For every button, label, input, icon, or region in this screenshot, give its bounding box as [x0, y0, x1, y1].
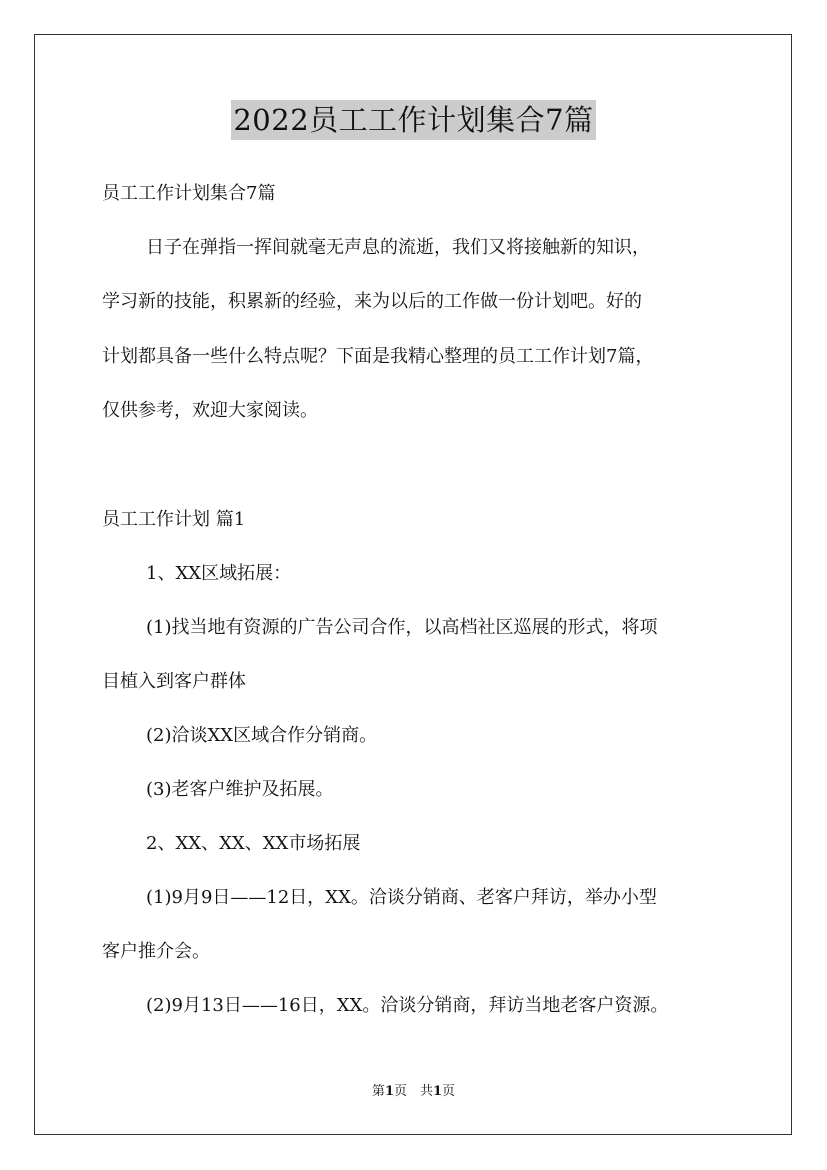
paragraph-line: 仅供参考，欢迎大家阅读。 — [102, 400, 318, 421]
paragraph-line: 学习新的技能，积累新的经验，来为以后的工作做一份计划吧。好的 — [102, 291, 642, 312]
list-item-continued: 目植入到客户群体 — [102, 671, 246, 692]
list-item-continued: 客户推介会。 — [102, 941, 210, 962]
footer-current-page: 1 — [384, 1084, 394, 1099]
list-item: (1)找当地有资源的广告公司合作，以高档社区巡展的形式，将项 — [146, 617, 658, 638]
page-footer — [0, 1083, 827, 1101]
list-heading: 2、XX、XX、XX市场拓展 — [146, 833, 361, 854]
list-heading: 1、XX区域拓展： — [146, 563, 292, 584]
subtitle-line: 员工工作计划集合7篇 — [102, 183, 276, 204]
footer-suffix: 页 — [442, 1084, 456, 1099]
paragraph-line: 计划都具备一些什么特点呢？下面是我精心整理的员工工作计划7篇， — [102, 346, 654, 367]
footer-prefix: 第 — [371, 1084, 385, 1099]
document-title: 2022员工工作计划集合7篇 — [231, 100, 595, 140]
section-heading: 员工工作计划 篇1 — [102, 509, 246, 530]
list-item: (2)洽谈XX区域合作分销商。 — [146, 725, 378, 746]
list-item: (1)9月9日——12日，XX。洽谈分销商、老客户拜访，举办小型 — [146, 887, 657, 908]
footer-total-pages: 1 — [433, 1084, 443, 1099]
title-container — [0, 100, 827, 140]
footer-mid: 页 共 — [393, 1084, 433, 1099]
list-item: (3)老客户维护及拓展。 — [146, 779, 334, 800]
paragraph-line: 日子在弹指一挥间就毫无声息的流逝，我们又将接触新的知识， — [146, 237, 650, 258]
list-item: (2)9月13日——16日，XX。洽谈分销商，拜访当地老客户资源。 — [146, 995, 669, 1016]
